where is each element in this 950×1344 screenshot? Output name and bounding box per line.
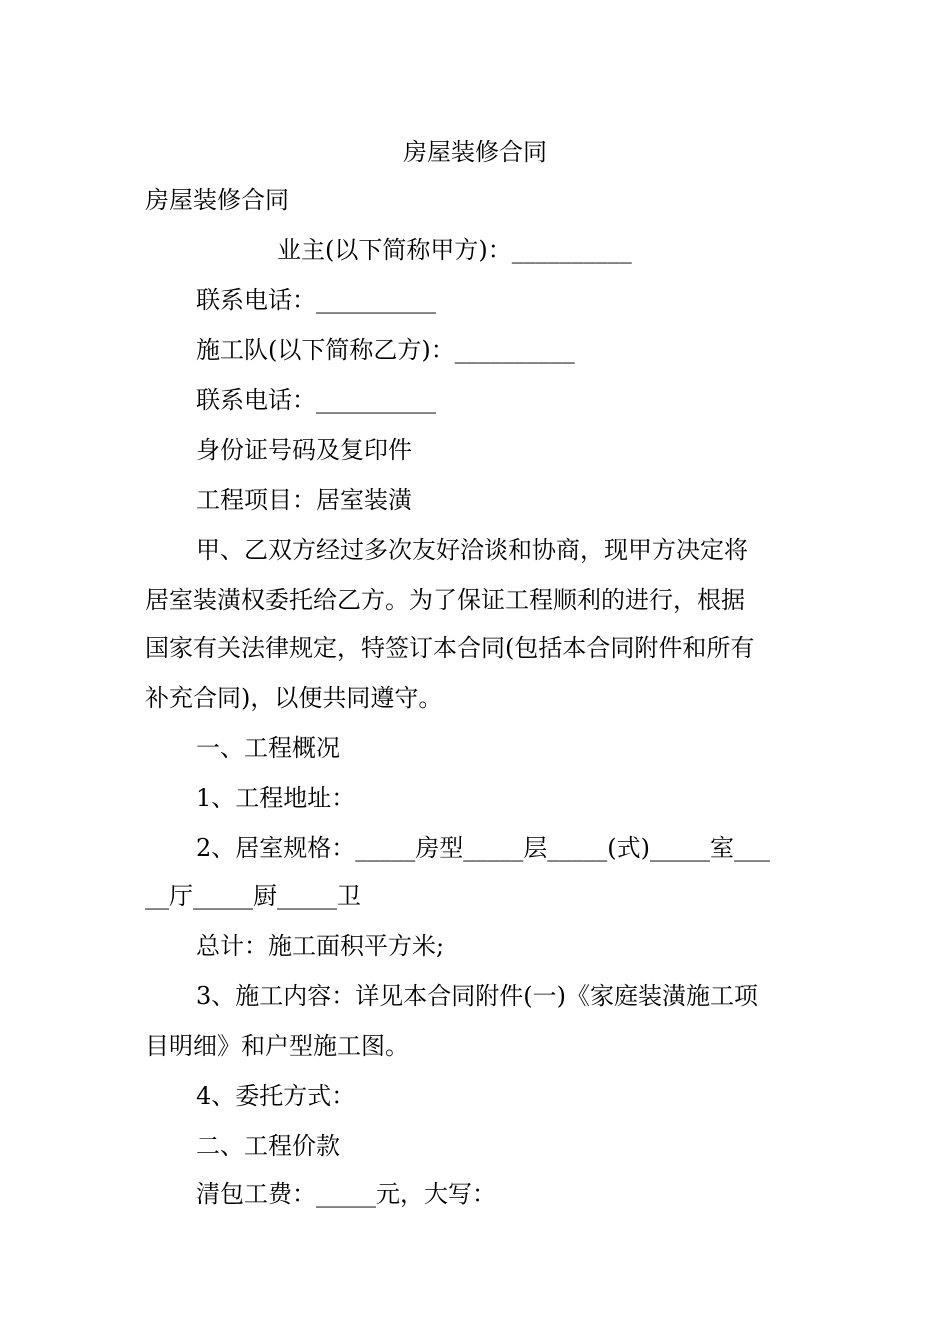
owner-party-line: 业主(以下简称甲方)：__________: [277, 236, 632, 264]
owner-phone-line: 联系电话：__________: [196, 286, 436, 314]
room-spec-line-1: 2、居室规格：_____房型_____层_____(式)_____室___: [196, 834, 770, 862]
contractor-party-line: 施工队(以下简称乙方)：__________: [196, 336, 575, 364]
project-line: 工程项目：居室装潢: [196, 486, 412, 514]
intro-paragraph-line-4: 补充合同)，以便共同遵守。: [145, 684, 443, 712]
labor-fee-line: 清包工费：_____元，大写：: [196, 1180, 496, 1208]
id-card-line: 身份证号码及复印件: [196, 436, 412, 464]
section-heading-price: 二、工程价款: [196, 1132, 340, 1160]
total-area-line: 总计：施工面积平方米;: [196, 932, 445, 960]
intro-paragraph-line-3: 国家有关法律规定，特签订本合同(包括本合同附件和所有: [145, 634, 755, 662]
construction-content-line-1: 3、施工内容：详见本合同附件(一)《家庭装潢施工项: [196, 982, 758, 1010]
contractor-phone-line: 联系电话：__________: [196, 386, 436, 414]
intro-paragraph-line-1: 甲、乙双方经过多次友好洽谈和协商，现甲方决定将: [196, 536, 748, 564]
subtitle: 房屋装修合同: [145, 186, 289, 214]
project-address-line: 1、工程地址：: [196, 784, 356, 812]
intro-paragraph-line-2: 居室装潢权委托给乙方。为了保证工程顺利的进行，根据: [145, 586, 745, 614]
document-title: 房屋装修合同: [403, 138, 547, 166]
construction-content-line-2: 目明细》和户型施工图。: [145, 1032, 409, 1060]
section-heading-overview: 一、工程概况: [196, 734, 340, 762]
commission-method-line: 4、委托方式：: [196, 1082, 356, 1110]
room-spec-line-2: __厅_____厨_____卫: [145, 882, 361, 910]
